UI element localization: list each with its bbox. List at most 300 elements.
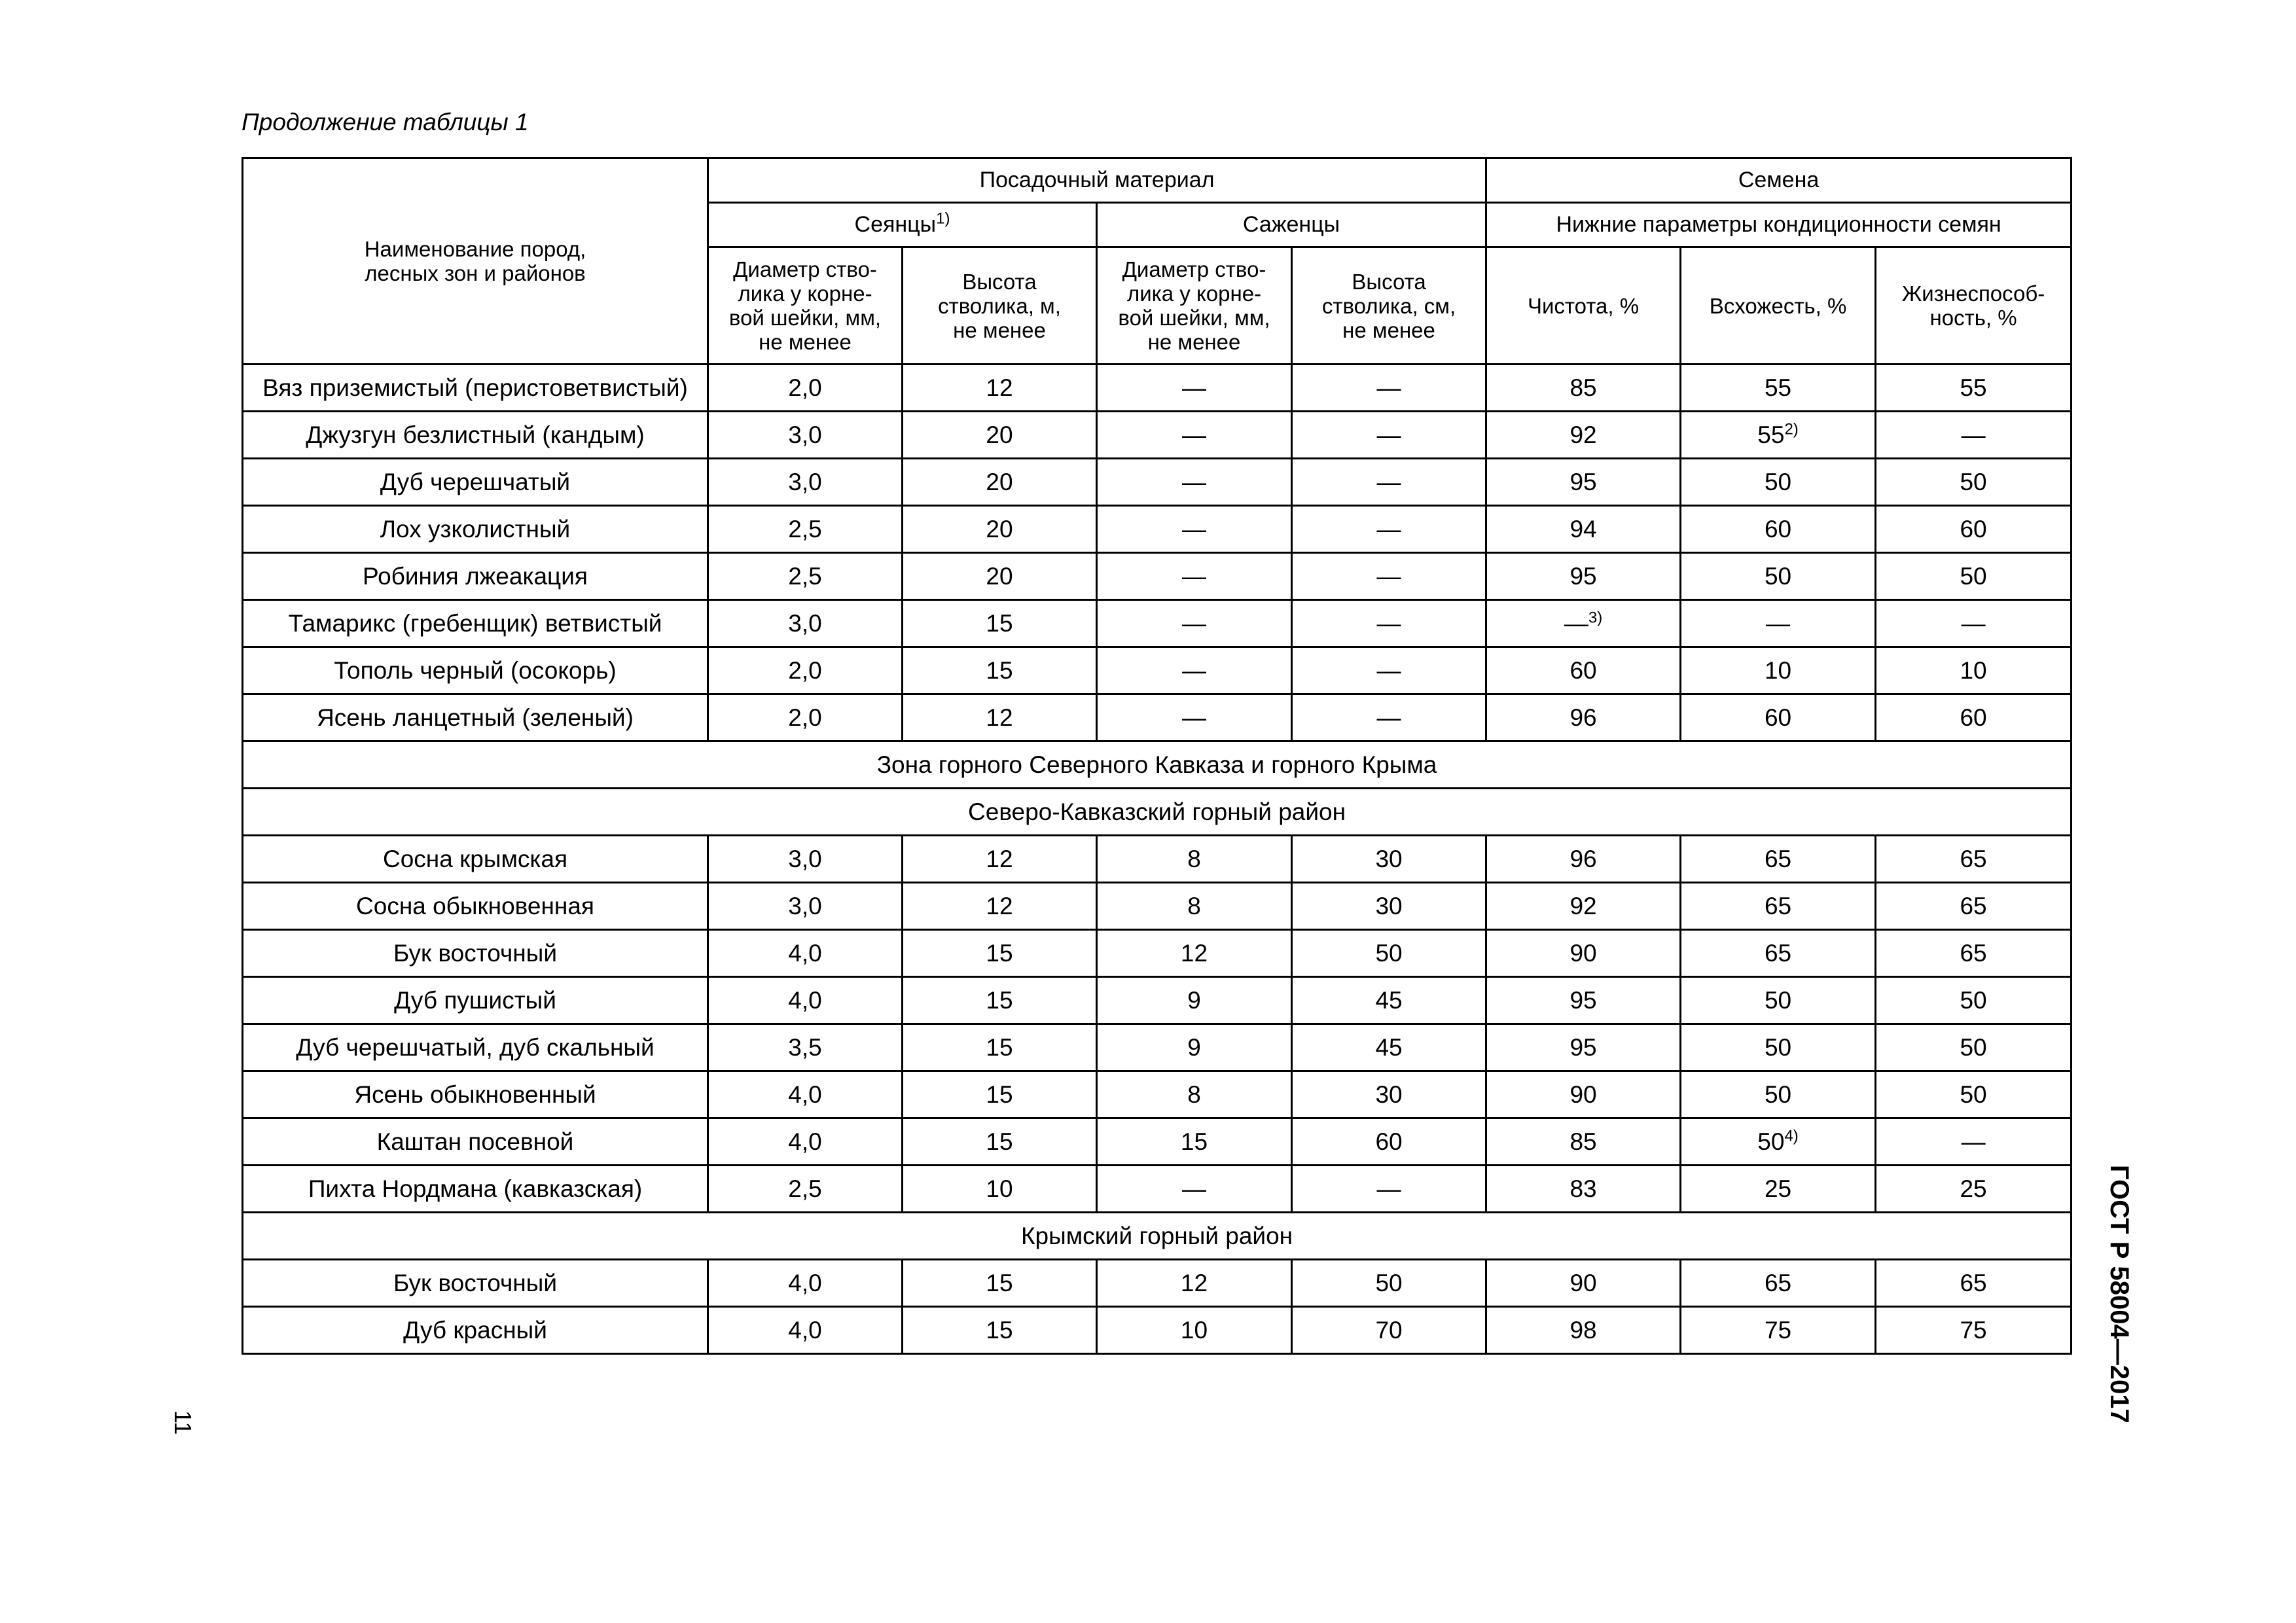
- table-cell: [1681, 1166, 1876, 1213]
- table-cell: [1876, 647, 2072, 694]
- cell-value: 4,0: [788, 986, 822, 1014]
- section-title: Северо-Кавказский горный район: [243, 789, 2072, 836]
- table-cell: [1876, 977, 2072, 1024]
- cell-value: 15: [986, 1080, 1013, 1108]
- purity-header: Чистота, %: [1486, 247, 1681, 365]
- cell-value: 65: [1764, 892, 1792, 919]
- table-cell: [1097, 694, 1292, 741]
- table-cell: [1876, 412, 2072, 459]
- cell-value: 55: [1764, 374, 1792, 401]
- table-cell: [903, 1071, 1097, 1118]
- table-cell: [708, 1166, 903, 1213]
- table-row: [243, 1166, 2072, 1213]
- cell-value: 15: [986, 1269, 1013, 1296]
- cell-value: 60: [1570, 656, 1597, 684]
- cell-value: 75: [1960, 1316, 1987, 1344]
- cell-value: 95: [1570, 1033, 1597, 1061]
- cell-value: 10: [986, 1175, 1013, 1202]
- species-name: Каштан посевной: [243, 1118, 708, 1166]
- species-name: Бук восточный: [243, 930, 708, 977]
- table-cell: [903, 1166, 1097, 1213]
- cell-value: 96: [1570, 845, 1597, 872]
- table-cell: [1486, 459, 1681, 506]
- species-name: Ясень ланцетный (зеленый): [243, 694, 708, 741]
- table-cell: [903, 977, 1097, 1024]
- table-row: [243, 647, 2072, 694]
- table-cell: [1097, 883, 1292, 930]
- cell-value: 15: [1180, 1128, 1208, 1155]
- table-cell: [708, 1307, 903, 1354]
- table-cell: [903, 506, 1097, 553]
- table-cell: [1097, 647, 1292, 694]
- table-row: [243, 459, 2072, 506]
- table-cell: [1292, 365, 1486, 412]
- species-name: Джузгун безлистный (кандым): [243, 412, 708, 459]
- table-cell: [1876, 694, 2072, 741]
- cell-value: 50: [1764, 562, 1792, 590]
- cell-value: 45: [1375, 986, 1403, 1014]
- cell-value: 3,0: [788, 609, 822, 637]
- table-cell: [1681, 883, 1876, 930]
- table-cell: [1876, 365, 2072, 412]
- table-cell: [708, 694, 903, 741]
- cell-value: 83: [1570, 1175, 1597, 1202]
- table-cell: [708, 365, 903, 412]
- cell-value: 70: [1375, 1316, 1403, 1344]
- table-cell: [1681, 1260, 1876, 1307]
- cell-value: 90: [1570, 1269, 1597, 1296]
- cell-value: 2,0: [788, 656, 822, 684]
- table-cell: [1876, 553, 2072, 600]
- cell-value: 2,5: [788, 515, 822, 543]
- cell-value: 12: [986, 892, 1013, 919]
- table-cell: [1681, 506, 1876, 553]
- table-cell: [1486, 977, 1681, 1024]
- table-cell: [1292, 553, 1486, 600]
- header-line: вой шейки, мм,: [728, 306, 882, 330]
- cell-value: 55: [1960, 374, 1987, 401]
- cell-value: —: [1376, 468, 1401, 495]
- table-cell: [1486, 1071, 1681, 1118]
- cell-value: 2,0: [788, 704, 822, 731]
- cell-value: —: [1182, 1175, 1206, 1202]
- table-row: [243, 1260, 2072, 1307]
- table-cell: [1292, 1166, 1486, 1213]
- viability-header: [1876, 247, 2072, 365]
- table-cell: [708, 930, 903, 977]
- table-cell: [708, 553, 903, 600]
- cell-value: 3,0: [788, 468, 822, 495]
- seed-params-header: Нижние параметры кондиционности семян: [1486, 203, 2072, 247]
- cell-value: 20: [986, 515, 1013, 543]
- table-cell: [1486, 600, 1681, 647]
- saplings-header: Саженцы: [1097, 203, 1486, 247]
- table-cell: [1097, 506, 1292, 553]
- table-cell: [1876, 930, 2072, 977]
- species-name: Ясень обыкновенный: [243, 1071, 708, 1118]
- table-cell: [708, 1260, 903, 1307]
- cell-value: —: [1961, 1128, 1986, 1155]
- table-cell: [1681, 977, 1876, 1024]
- species-name: Тополь черный (осокорь): [243, 647, 708, 694]
- cell-value: 95: [1570, 468, 1597, 495]
- table-cell: [708, 600, 903, 647]
- cell-value: 3,0: [788, 892, 822, 919]
- header-line: Высота: [962, 269, 1037, 294]
- cell-value: 15: [986, 656, 1013, 684]
- table-cell: [1486, 506, 1681, 553]
- table-cell: [1876, 1307, 2072, 1354]
- table-cell: [708, 459, 903, 506]
- table-caption: Продолжение таблицы 1: [242, 109, 529, 135]
- header-line: ность, %: [1929, 306, 2017, 330]
- cell-value: 94: [1570, 515, 1597, 543]
- table-body: [243, 365, 2072, 1354]
- cell-value: 15: [986, 1033, 1013, 1061]
- cell-value: —: [1376, 704, 1401, 731]
- footnote-mark: 4): [1784, 1127, 1799, 1145]
- cell-value: 65: [1764, 845, 1792, 872]
- header-line: лика у корне-: [738, 281, 872, 306]
- table-row: [243, 836, 2072, 883]
- name-header-line-2: лесных зон и районов: [365, 261, 586, 285]
- table-cell: [1097, 600, 1292, 647]
- table-row: [243, 694, 2072, 741]
- table-cell: [1681, 600, 1876, 647]
- cell-value: 30: [1375, 845, 1403, 872]
- table-cell: [708, 883, 903, 930]
- cell-value: 25: [1960, 1175, 1987, 1202]
- cell-value: 3,0: [788, 421, 822, 448]
- cell-value: 10: [1180, 1316, 1208, 1344]
- table-cell: [1681, 365, 1876, 412]
- table-cell: [1292, 412, 1486, 459]
- cell-value: 4,0: [788, 1269, 822, 1296]
- header-line: вой шейки, мм,: [1118, 306, 1270, 330]
- table-cell: [903, 553, 1097, 600]
- cell-value: 96: [1570, 704, 1597, 731]
- cell-value: —: [1182, 609, 1206, 637]
- table-cell: [1292, 1071, 1486, 1118]
- cell-value: 65: [1960, 939, 1987, 967]
- table-row: [243, 1071, 2072, 1118]
- cell-value: 50: [1757, 1128, 1785, 1155]
- table-cell: [1486, 1260, 1681, 1307]
- cell-value: 20: [986, 562, 1013, 590]
- table-cell: [1292, 506, 1486, 553]
- table-cell: [1486, 1024, 1681, 1071]
- cell-value: 60: [1960, 704, 1987, 731]
- cell-value: 95: [1570, 562, 1597, 590]
- cell-value: 30: [1375, 892, 1403, 919]
- table-row: [243, 977, 2072, 1024]
- table-cell: [903, 930, 1097, 977]
- table-cell: [1097, 1118, 1292, 1166]
- table-cell: [1097, 1260, 1292, 1307]
- table-cell: [1681, 459, 1876, 506]
- table-cell: [1681, 694, 1876, 741]
- cell-value: 50: [1375, 1269, 1403, 1296]
- table-cell: [903, 600, 1097, 647]
- species-name: Дуб черешчатый: [243, 459, 708, 506]
- cell-value: —: [1564, 609, 1588, 637]
- table-cell: [1681, 930, 1876, 977]
- cell-value: 65: [1960, 845, 1987, 872]
- table-cell: [1292, 1307, 1486, 1354]
- cell-value: 8: [1187, 845, 1201, 872]
- document-code: ГОСТ Р 58004—2017: [2105, 1165, 2134, 1423]
- table-row: [243, 930, 2072, 977]
- cell-value: 60: [1764, 515, 1792, 543]
- cell-value: 65: [1960, 1269, 1987, 1296]
- table-cell: [1292, 977, 1486, 1024]
- table-cell: [1876, 1118, 2072, 1166]
- cell-value: 12: [986, 845, 1013, 872]
- table-row: [243, 553, 2072, 600]
- header-line: лика у корне-: [1126, 281, 1262, 306]
- cell-value: 85: [1570, 1128, 1597, 1155]
- table-row: [243, 600, 2072, 647]
- cell-value: 4,0: [788, 1080, 822, 1108]
- table-cell: [903, 1118, 1097, 1166]
- planting-material-header: Посадочный материал: [708, 158, 1486, 203]
- table-cell: [1876, 836, 2072, 883]
- table-cell: [1097, 1071, 1292, 1118]
- table-cell: [1292, 694, 1486, 741]
- cell-value: 60: [1375, 1128, 1403, 1155]
- table-cell: [1486, 836, 1681, 883]
- cell-value: 90: [1570, 1080, 1597, 1108]
- table-cell: [708, 1071, 903, 1118]
- table-row: [243, 412, 2072, 459]
- table-cell: [1486, 1118, 1681, 1166]
- table-cell: [1292, 930, 1486, 977]
- cell-value: —: [1376, 609, 1401, 637]
- species-name: Бук восточный: [243, 1260, 708, 1307]
- header-line: Высота: [1352, 269, 1426, 294]
- header-line: не менее: [953, 317, 1046, 342]
- cell-value: —: [1766, 609, 1791, 637]
- table-cell: [903, 1260, 1097, 1307]
- table-cell: [1292, 1024, 1486, 1071]
- cell-value: 4,0: [788, 939, 822, 967]
- cell-value: 90: [1570, 939, 1597, 967]
- cell-value: 12: [1180, 1269, 1208, 1296]
- cell-value: 65: [1764, 939, 1792, 967]
- seedlings-header: [708, 203, 1097, 247]
- name-header-line-1: Наименование пород,: [364, 237, 586, 261]
- cell-value: 12: [1180, 939, 1208, 967]
- table-cell: [1292, 1260, 1486, 1307]
- header-line: стволика, м,: [938, 293, 1061, 318]
- species-name: Дуб черешчатый, дуб скальный: [243, 1024, 708, 1071]
- cell-value: 65: [1764, 1269, 1792, 1296]
- cell-value: 45: [1375, 1033, 1403, 1061]
- species-name: Тамарикс (гребенщик) ветвистый: [243, 600, 708, 647]
- cell-value: —: [1376, 515, 1401, 543]
- table-cell: [1681, 647, 1876, 694]
- cell-value: 95: [1570, 986, 1597, 1014]
- table-cell: [1681, 836, 1876, 883]
- cell-value: —: [1376, 562, 1401, 590]
- table-cell: [1876, 1166, 2072, 1213]
- table-row: [243, 883, 2072, 930]
- section-row: [243, 1213, 2072, 1260]
- table-cell: [903, 694, 1097, 741]
- species-name: Пихта Нордмана (кавказская): [243, 1166, 708, 1213]
- table-cell: [1681, 1307, 1876, 1354]
- sapling-height-header: [1292, 247, 1486, 365]
- cell-value: —: [1376, 656, 1401, 684]
- header-line: Диаметр ство-: [733, 257, 877, 281]
- cell-value: 50: [1960, 468, 1987, 495]
- cell-value: 10: [1764, 656, 1792, 684]
- table-cell: [1876, 459, 2072, 506]
- table-cell: [1486, 412, 1681, 459]
- table-cell: [1681, 412, 1876, 459]
- table-cell: [1486, 553, 1681, 600]
- table-cell: [1876, 1260, 2072, 1307]
- cell-value: —: [1182, 704, 1206, 731]
- table-cell: [903, 1307, 1097, 1354]
- seedlings-label: Сеянцы: [854, 212, 937, 237]
- cell-value: 50: [1764, 1080, 1792, 1108]
- table-cell: [1292, 836, 1486, 883]
- cell-value: —: [1961, 421, 1986, 448]
- footnote-mark: 2): [1784, 420, 1799, 438]
- table-cell: [1876, 1071, 2072, 1118]
- species-name: Вяз приземистый (перистоветвистый): [243, 365, 708, 412]
- seedlings-footnote-mark: 1): [936, 209, 950, 228]
- table-cell: [903, 836, 1097, 883]
- cell-value: 85: [1570, 374, 1597, 401]
- cell-value: 3,0: [788, 845, 822, 872]
- cell-value: 25: [1764, 1175, 1792, 1202]
- table-row: [243, 365, 2072, 412]
- cell-value: 92: [1570, 421, 1597, 448]
- table-cell: [708, 977, 903, 1024]
- species-name: Дуб пушистый: [243, 977, 708, 1024]
- cell-value: —: [1182, 562, 1206, 590]
- seeds-header: Семена: [1486, 158, 2072, 203]
- table-cell: [1097, 365, 1292, 412]
- cell-value: 50: [1764, 468, 1792, 495]
- table-cell: [903, 459, 1097, 506]
- table-cell: [1097, 459, 1292, 506]
- cell-value: 55: [1757, 421, 1785, 448]
- seedling-height-header: [903, 247, 1097, 365]
- cell-value: 60: [1960, 515, 1987, 543]
- table-cell: [1486, 694, 1681, 741]
- species-name: Робиния лжеакация: [243, 553, 708, 600]
- cell-value: 9: [1187, 1033, 1201, 1061]
- germination-header: Всхожесть, %: [1681, 247, 1876, 365]
- cell-value: 50: [1764, 986, 1792, 1014]
- cell-value: 20: [986, 468, 1013, 495]
- cell-value: 12: [986, 704, 1013, 731]
- cell-value: 4,0: [788, 1128, 822, 1155]
- table-cell: [1486, 930, 1681, 977]
- table-cell: [1097, 836, 1292, 883]
- table-row: [243, 506, 2072, 553]
- table-cell: [1486, 883, 1681, 930]
- cell-value: —: [1182, 421, 1206, 448]
- cell-value: 8: [1187, 892, 1201, 919]
- table-cell: [1876, 600, 2072, 647]
- footnote-mark: 3): [1588, 609, 1603, 627]
- table-cell: [903, 883, 1097, 930]
- table-cell: [1486, 1307, 1681, 1354]
- table-cell: [1681, 1118, 1876, 1166]
- cell-value: 50: [1960, 1080, 1987, 1108]
- header-line: Диаметр ство-: [1122, 257, 1266, 281]
- table-cell: [708, 647, 903, 694]
- table-cell: [1681, 1024, 1876, 1071]
- species-table: [242, 157, 2072, 1355]
- table-cell: [1292, 600, 1486, 647]
- table-cell: [1097, 553, 1292, 600]
- table-cell: [1292, 647, 1486, 694]
- table-cell: [1097, 412, 1292, 459]
- table-cell: [1486, 647, 1681, 694]
- table-row: [243, 1307, 2072, 1354]
- cell-value: 12: [986, 374, 1013, 401]
- table-cell: [1097, 1166, 1292, 1213]
- cell-value: 15: [986, 986, 1013, 1014]
- cell-value: —: [1376, 1175, 1401, 1202]
- cell-value: 15: [986, 609, 1013, 637]
- table-cell: [1292, 1118, 1486, 1166]
- cell-value: 50: [1375, 939, 1403, 967]
- table-cell: [903, 647, 1097, 694]
- table-row: [243, 1118, 2072, 1166]
- cell-value: 65: [1960, 892, 1987, 919]
- table-cell: [708, 1118, 903, 1166]
- species-name: Лох узколистный: [243, 506, 708, 553]
- species-name: Дуб красный: [243, 1307, 708, 1354]
- table-cell: [1876, 1024, 2072, 1071]
- table-cell: [1097, 1024, 1292, 1071]
- section-row: [243, 789, 2072, 836]
- cell-value: —: [1961, 609, 1986, 637]
- seedling-diameter-header: [708, 247, 903, 365]
- table-cell: [1681, 1071, 1876, 1118]
- table-cell: [708, 412, 903, 459]
- cell-value: —: [1182, 374, 1206, 401]
- species-name: Сосна крымская: [243, 836, 708, 883]
- cell-value: 60: [1764, 704, 1792, 731]
- table-cell: [1876, 506, 2072, 553]
- table-cell: [708, 1024, 903, 1071]
- cell-value: 4,0: [788, 1316, 822, 1344]
- table-cell: [903, 1024, 1097, 1071]
- table-cell: [1097, 977, 1292, 1024]
- header-line: не менее: [1342, 317, 1435, 342]
- cell-value: —: [1376, 374, 1401, 401]
- cell-value: 75: [1764, 1316, 1792, 1344]
- table-cell: [1097, 930, 1292, 977]
- cell-value: —: [1376, 421, 1401, 448]
- cell-value: —: [1182, 515, 1206, 543]
- cell-value: 50: [1764, 1033, 1792, 1061]
- cell-value: 3,5: [788, 1033, 822, 1061]
- cell-value: 50: [1960, 1033, 1987, 1061]
- section-row: [243, 741, 2072, 789]
- table-row: [243, 1024, 2072, 1071]
- cell-value: 98: [1570, 1316, 1597, 1344]
- table-cell: [1486, 365, 1681, 412]
- table-cell: [1681, 553, 1876, 600]
